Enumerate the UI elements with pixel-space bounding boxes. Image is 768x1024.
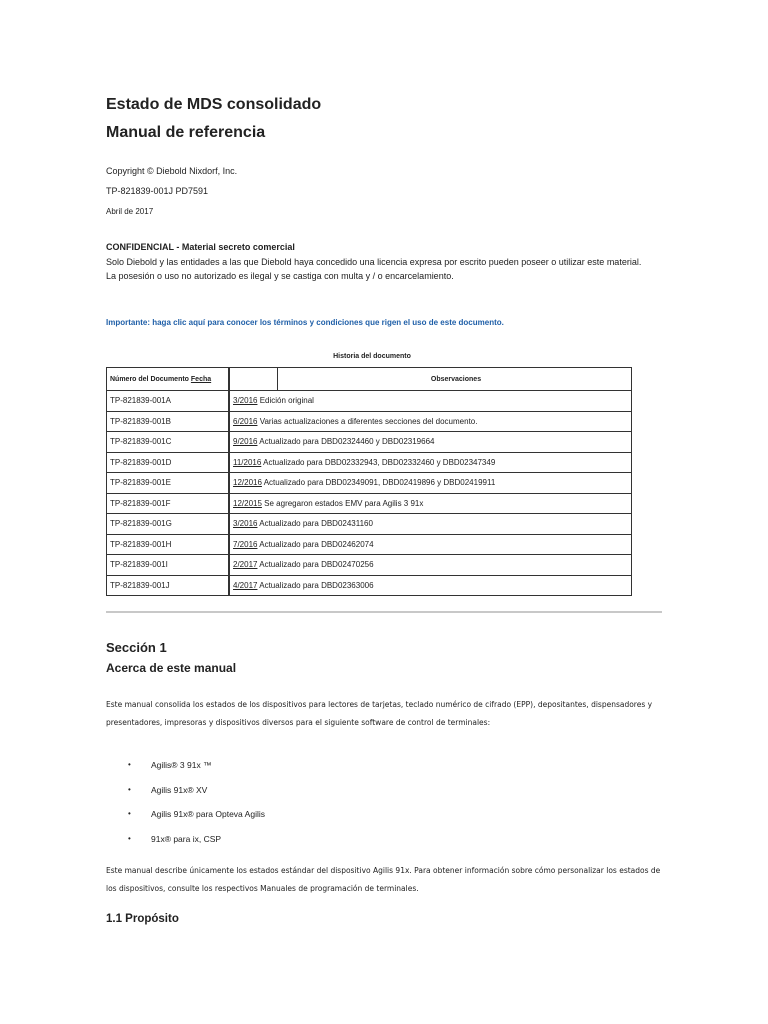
row-fecha-obs (230, 534, 632, 555)
row-fecha-obs (230, 452, 632, 473)
row-fecha-obs (230, 575, 632, 596)
section-subheading: Acerca de este manual (106, 661, 237, 675)
row-doc-number: TP-821839-001E (107, 473, 229, 494)
list-item (128, 806, 265, 831)
table-row (107, 432, 632, 453)
history-table-caption: Historia del documento (333, 353, 411, 360)
col-header-blank (230, 368, 278, 391)
col-header-doc-fecha (107, 368, 229, 391)
list-item-text: Agilis 91x® XV (151, 784, 208, 795)
list-item-text: Agilis® 3 91x ™ (151, 760, 212, 770)
row-fecha-obs (230, 514, 632, 535)
section-divider (106, 611, 662, 613)
document-subtitle: Manual de referencia (106, 124, 266, 141)
section-heading: Sección 1 (106, 640, 167, 655)
row-observaciones: Se agregaron estados EMV para Agilis 3 91x (264, 498, 424, 508)
row-fecha[interactable]: 2/2017 (233, 560, 258, 570)
software-list (128, 757, 265, 856)
list-item-text: 91x® para ix, CSP (151, 834, 222, 845)
bullet-icon: • (128, 760, 131, 769)
row-fecha-obs (230, 411, 632, 432)
row-doc-number: TP-821839-001D (107, 452, 229, 473)
copyright-line: Copyright © Diebold Nixdorf, Inc. (106, 166, 238, 176)
terms-link[interactable]: Importante: haga clic aquí para conocer los términos y condiciones que rigen el uso de este documento. (106, 318, 504, 327)
row-fecha[interactable]: 4/2017 (233, 580, 258, 590)
row-observaciones: Actualizado para DBD02324460 y DBD02319664 (259, 437, 435, 447)
row-observaciones: Edición original (259, 396, 314, 406)
confidential-text: Solo Diebold y las entidades a las que Diebold haya concedido una licencia expresa por escrito pueden poseer o utilizar este material. La posesión o uso no autorizado es ilegal y se castiga con multa y / o encarcelamiento. (106, 256, 642, 281)
row-fecha-obs (230, 555, 632, 576)
row-observaciones: Actualizado para DBD02363006 (259, 580, 374, 590)
row-fecha[interactable]: 9/2016 (233, 437, 258, 447)
col-header-fecha[interactable]: Fecha (190, 375, 212, 383)
table-row (107, 411, 632, 432)
table-row (107, 493, 632, 514)
row-fecha[interactable]: 12/2015 (233, 498, 262, 508)
row-doc-number: TP-821839-001H (107, 534, 229, 555)
table-row (107, 473, 632, 494)
row-doc-number: TP-821839-001G (107, 514, 229, 535)
list-item (128, 831, 265, 856)
scope-paragraph: Este manual describe únicamente los estados estándar del dispositivo Agilis 91x. Para obtener información sobre cómo personalizar los estados de los dispositivos, consulte los respectivos Manuales de programación de terminales. (106, 866, 661, 893)
row-doc-number: TP-821839-001B (107, 411, 229, 432)
col-header-doc: Número del Documento (110, 375, 189, 383)
table-row (107, 555, 632, 576)
row-fecha[interactable]: 11/2016 (233, 457, 262, 467)
confidential-notice (106, 240, 646, 284)
row-fecha-obs (230, 432, 632, 453)
row-fecha[interactable]: 12/2016 (233, 478, 262, 488)
col-header-obs: Observaciones (278, 368, 632, 391)
list-item (128, 757, 265, 782)
row-fecha-obs (230, 391, 632, 412)
row-doc-number: TP-821839-001I (107, 555, 229, 576)
table-row (107, 534, 632, 555)
confidential-heading: CONFIDENCIAL - Material secreto comercial (106, 242, 295, 252)
bullet-icon: • (128, 834, 131, 844)
row-fecha[interactable]: 3/2016 (233, 396, 258, 406)
row-doc-number: TP-821839-001C (107, 432, 229, 453)
bullet-icon: • (128, 809, 131, 819)
row-observaciones: Actualizado para DBD02462074 (259, 539, 374, 549)
row-fecha[interactable]: 3/2016 (233, 519, 258, 529)
row-fecha[interactable]: 7/2016 (233, 539, 258, 549)
table-row (107, 575, 632, 596)
document-date: Abril de 2017 (106, 207, 154, 216)
row-observaciones: Actualizado para DBD02431160 (259, 519, 373, 529)
row-doc-number: TP-821839-001F (107, 493, 229, 514)
row-fecha[interactable]: 6/2016 (233, 416, 258, 426)
list-item (128, 782, 265, 807)
row-observaciones: Actualizado para DBD02332943, DBD02332460 y DBD02347349 (263, 457, 496, 467)
history-header-row (107, 368, 632, 391)
subsection-heading-proposito: 1.1 Propósito (106, 913, 179, 925)
row-observaciones: Actualizado para DBD02349091, DBD02419896 y DBD02419911 (263, 478, 496, 488)
intro-paragraph: Este manual consolida los estados de los dispositivos para lectores de tarjetas, teclado numérico de cifrado (EPP), depositantes, dispensadores y presentadores, impresoras y dispositivos diversos para el siguiente software de control de terminales: (106, 700, 653, 727)
history-body (107, 391, 632, 596)
document-history-table (106, 367, 632, 596)
table-row (107, 452, 632, 473)
row-observaciones: Actualizado para DBD02470256 (259, 560, 374, 570)
row-doc-number: TP-821839-001A (107, 391, 229, 412)
table-row (107, 514, 632, 535)
table-row (107, 391, 632, 412)
row-doc-number: TP-821839-001J (107, 575, 229, 596)
row-fecha-obs (230, 473, 632, 494)
row-fecha-obs (230, 493, 632, 514)
list-item-text: Agilis 91x® para Opteva Agilis (151, 809, 265, 820)
row-observaciones: Varias actualizaciones a diferentes secciones del documento. (259, 416, 478, 426)
bullet-icon: • (128, 784, 131, 794)
document-id: TP-821839-001J PD7591 (106, 186, 209, 196)
document-title: Estado de MDS consolidado (106, 96, 322, 113)
